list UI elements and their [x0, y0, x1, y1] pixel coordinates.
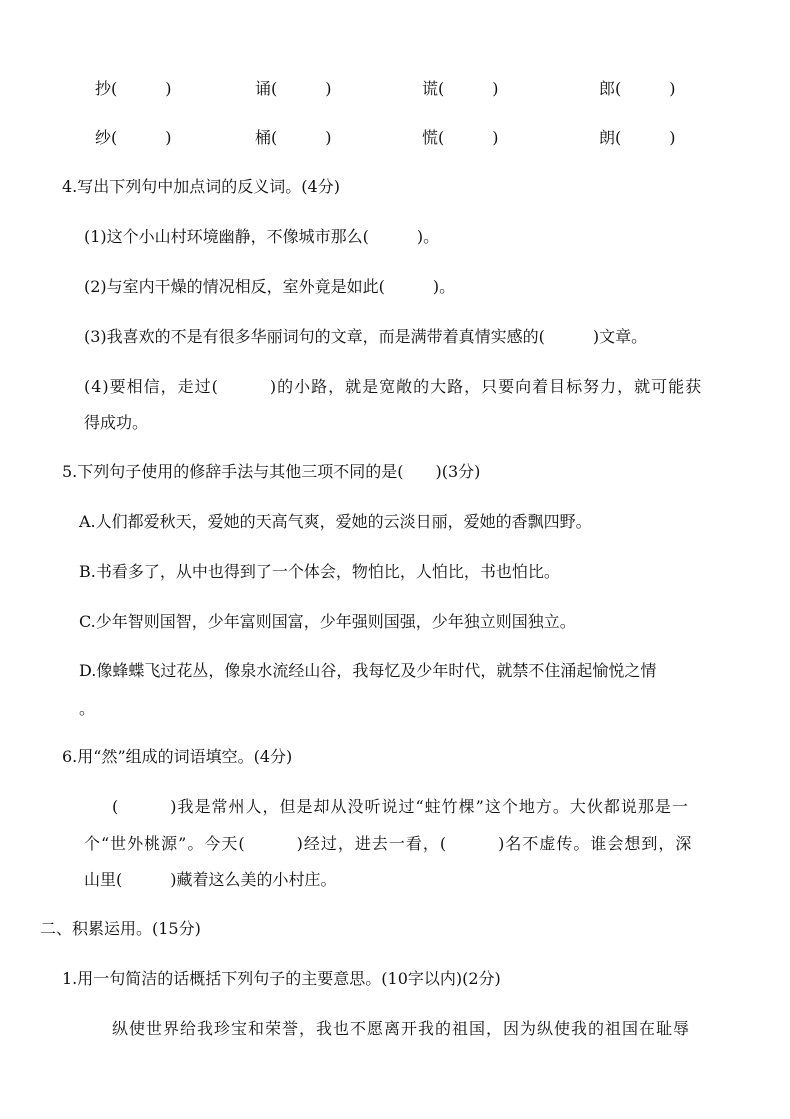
q6-line-3: 山里( )藏着这么美的小村庄。 — [84, 870, 337, 889]
section-2-q1-title: 1.用一句简洁的话概括下列句子的主要意思。(10字以内)(2分) — [62, 969, 501, 988]
q5-option-a: A.人们都爱秋天，爱她的天高气爽，爱她的云淡日丽，爱她的香飘四野。 — [79, 512, 592, 531]
char-cell: 郎( ) — [599, 79, 676, 98]
q4-item-1: (1)这个小山村环境幽静，不像城市那么( )。 — [84, 227, 440, 246]
q6-line-1: ( )我是常州人，但是却从没听说过“蛀竹棵”这个地方。大伙都说那是一 — [112, 797, 689, 816]
char-cell: 谎( ) — [422, 79, 499, 98]
q5-title: 5.下列句子使用的修辞手法与其他三项不同的是( )(3分) — [62, 462, 481, 481]
q5-option-c: C.少年智则国智，少年富则国富，少年强则国强，少年独立则国独立。 — [79, 612, 576, 631]
q6-title: 6.用“然”组成的词语填空。(4分) — [62, 747, 293, 766]
char-cell: 桶( ) — [255, 128, 332, 147]
q4-item-3: (3)我喜欢的不是有很多华丽词句的文章，而是满带着真情实感的( )文章。 — [84, 327, 648, 346]
section-2-title: 二、积累运用。(15分) — [40, 919, 201, 938]
q4-title: 4.写出下列句中加点词的反义词。(4分) — [62, 177, 340, 196]
char-cell: 朗( ) — [599, 128, 676, 147]
q4-item-4: (4)要相信，走过( )的小路，就是宽敞的大路，只要向着目标努力，就可能获 — [84, 377, 703, 396]
q4-item-4-cont: 得成功。 — [84, 413, 149, 432]
q4-item-2: (2)与室内干燥的情况相反，室外竟是如此( )。 — [84, 277, 456, 296]
q5-option-d-cont: 。 — [79, 699, 96, 718]
char-cell: 抄( ) — [95, 79, 172, 98]
char-cell: 诵( ) — [255, 79, 332, 98]
q5-option-b: B.书看多了，从中也得到了一个体会，物怕比，人怕比，书也怕比。 — [79, 562, 560, 581]
char-cell: 纱( ) — [95, 128, 172, 147]
q6-line-2: 个“世外桃源”。今天( )经过，进去一看，( )名不虚传。谁会想到，深 — [84, 834, 693, 853]
char-cell: 慌( ) — [422, 128, 499, 147]
section-2-q1-text: 纵使世界给我珍宝和荣誉，我也不愿离开我的祖国，因为纵使我的祖国在耻辱 — [112, 1019, 691, 1038]
q5-option-d: D.像蜂蝶飞过花丛，像泉水流经山谷，我每忆及少年时代，就禁不住涌起愉悦之情 — [79, 661, 657, 680]
